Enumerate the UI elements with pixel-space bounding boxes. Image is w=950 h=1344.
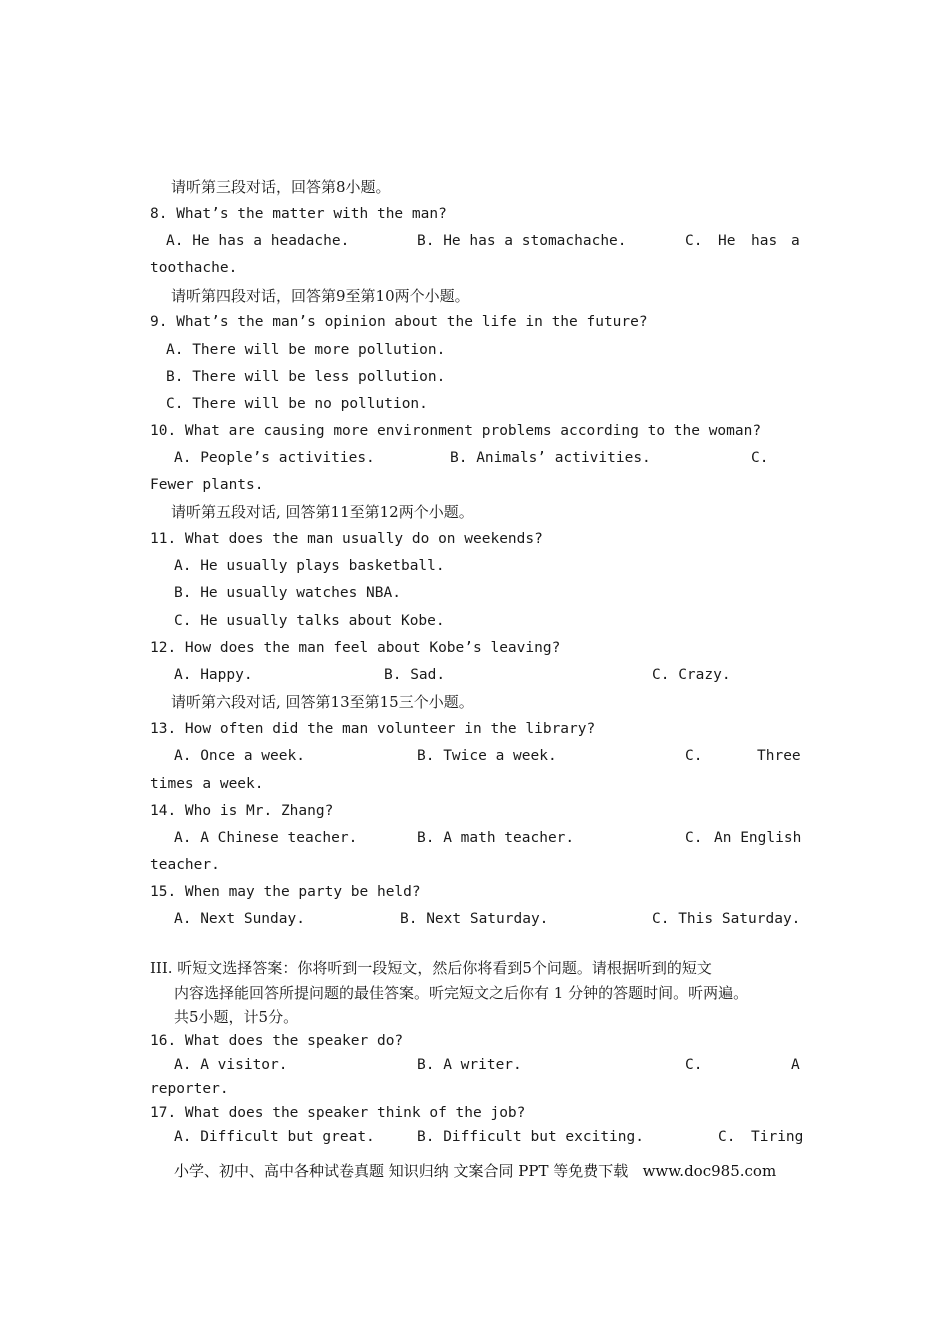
question-13-option-a: A. Once a week.	[174, 748, 305, 764]
question-15-option-b: B. Next Saturday.	[400, 911, 549, 927]
question-10-option-a: A. People’s activities.	[174, 450, 375, 466]
question-16-option-c-word: A	[791, 1057, 800, 1073]
question-11-option-a: A. He usually plays basketball.	[174, 558, 445, 574]
question-9-option-a: A. There will be more pollution.	[166, 342, 446, 358]
question-15-option-c: C. This Saturday.	[652, 911, 801, 927]
question-15-option-a: A. Next Sunday.	[174, 911, 305, 927]
question-11-option-b: B. He usually watches NBA.	[174, 585, 401, 601]
question-12-option-a: A. Happy.	[174, 667, 253, 683]
question-9-option-c: C. There will be no pollution.	[166, 396, 428, 412]
section-3-instruction-line-3: 共5小题，计5分。	[174, 1008, 299, 1026]
footer-banner: 小学、初中、高中各种试卷真题 知识归纳 文案合同 PPT 等免费下载 www.doc985.com	[174, 1162, 777, 1180]
dialogue-4-instruction: 请听第四段对话，回答第9至第10两个小题。	[171, 287, 470, 305]
question-10-option-b: B. Animals’ activities.	[450, 450, 651, 466]
question-13-option-c-wrap: times a week.	[150, 776, 264, 792]
question-8-option-a: A. He has a headache.	[166, 233, 350, 249]
question-17-option-c-word: Tiring	[751, 1129, 804, 1145]
question-9-option-b: B. There will be less pollution.	[166, 369, 446, 385]
question-17-option-a: A. Difficult but great.	[174, 1129, 375, 1145]
question-12-option-c: C. Crazy.	[652, 667, 731, 683]
section-3-instruction-line-1: III. 听短文选择答案：你将听到一段短文，然后你将看到5个问题。请根据听到的短文	[150, 959, 712, 977]
question-17-option-c-label: C.	[718, 1129, 736, 1145]
question-10-option-c-wrap: Fewer plants.	[150, 477, 264, 493]
question-14-option-a: A. A Chinese teacher.	[174, 830, 358, 846]
dialogue-5-instruction: 请听第五段对话, 回答第11至第12两个小题。	[171, 503, 474, 521]
question-14-option-b: B. A math teacher.	[417, 830, 575, 846]
question-12-stem: 12. How does the man feel about Kobe’s leaving?	[150, 640, 561, 656]
dialogue-6-instruction: 请听第六段对话, 回答第13至第15三个小题。	[171, 693, 474, 711]
question-13-option-c-word: Three	[757, 748, 801, 764]
question-16-option-a: A. A visitor.	[174, 1057, 288, 1073]
question-13-option-b: B. Twice a week.	[417, 748, 557, 764]
question-8-option-b: B. He has a stomachache.	[417, 233, 627, 249]
question-8-stem: 8. What’s the matter with the man?	[150, 206, 447, 222]
question-14-option-c-wrap: teacher.	[150, 857, 220, 873]
question-10-stem: 10. What are causing more environment problems according to the woman?	[150, 423, 762, 439]
question-11-stem: 11. What does the man usually do on weekends?	[150, 531, 543, 547]
question-8-option-c-label: C.	[685, 233, 703, 249]
question-8-option-c-wrap: toothache.	[150, 260, 238, 276]
question-9-stem: 9. What’s the man’s opinion about the life in the future?	[150, 314, 648, 330]
question-16-option-c-label: C.	[685, 1057, 703, 1073]
question-14-option-c-label: C.	[685, 830, 703, 846]
question-15-stem: 15. When may the party be held?	[150, 884, 421, 900]
question-16-option-b: B. A writer.	[417, 1057, 522, 1073]
question-16-stem: 16. What does the speaker do?	[150, 1033, 404, 1049]
question-14-stem: 14. Who is Mr. Zhang?	[150, 803, 334, 819]
question-13-option-c-label: C.	[685, 748, 703, 764]
question-11-option-c: C. He usually talks about Kobe.	[174, 613, 445, 629]
question-16-option-c-wrap: reporter.	[150, 1081, 229, 1097]
question-8-option-c-word1: He	[718, 233, 736, 249]
question-10-option-c-label: C.	[751, 450, 769, 466]
question-14-option-c-words: An English	[714, 830, 802, 846]
question-17-stem: 17. What does the speaker think of the job?	[150, 1105, 526, 1121]
question-17-option-b: B. Difficult but exciting.	[417, 1129, 644, 1145]
question-13-stem: 13. How often did the man volunteer in the library?	[150, 721, 596, 737]
section-3-instruction-line-2: 内容选择能回答所提问题的最佳答案。听完短文之后你有 1 分钟的答题时间。听两遍。	[174, 984, 749, 1002]
question-12-option-b: B. Sad.	[384, 667, 446, 683]
question-8-option-c-word3: a	[791, 233, 800, 249]
question-8-option-c-word2: has	[751, 233, 778, 249]
dialogue-3-instruction: 请听第三段对话，回答第8小题。	[171, 178, 391, 196]
